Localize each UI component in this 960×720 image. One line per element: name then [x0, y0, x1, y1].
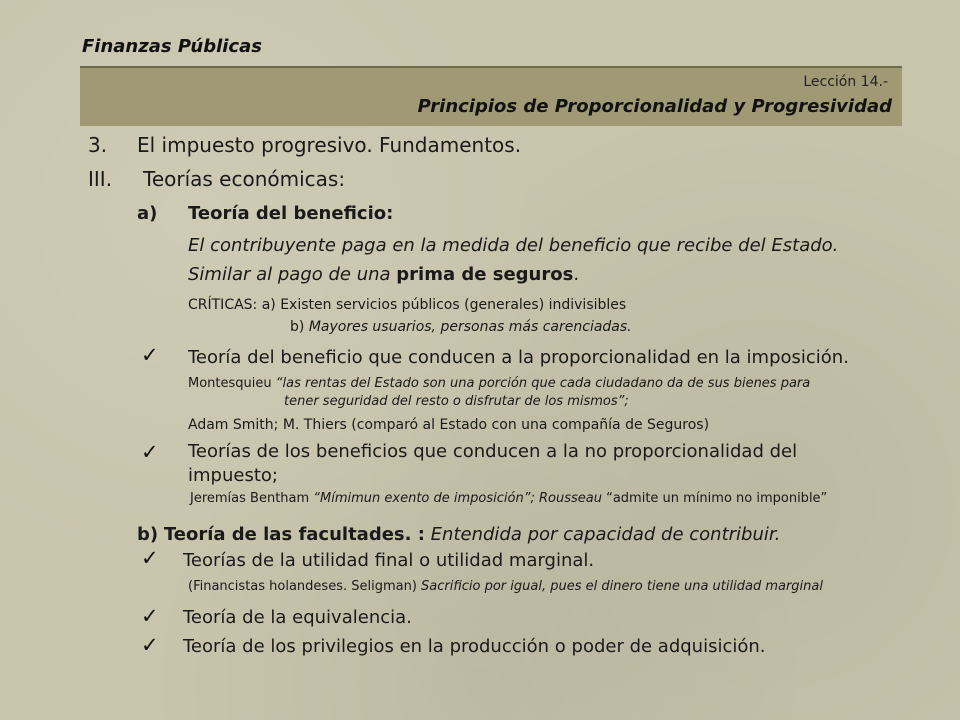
check-item-4: Teoría de la equivalencia.: [183, 607, 412, 628]
montesquieu-quote: Montesquieu “las rentas del Estado son una porción que cada ciudadano da de sus bienes para: [188, 376, 811, 391]
check-item-5: Teoría de los privilegios en la producción o poder de adquisición.: [183, 636, 766, 657]
roman-3-text: Teorías económicas:: [143, 167, 346, 191]
beneficio-line-2: Similar al pago de una prima de seguros.: [188, 264, 580, 285]
lesson-number: Lección 14.-: [803, 74, 888, 90]
montesquieu-quote-cont: tener seguridad del resto o disfrutar de los mismos”;: [284, 394, 629, 409]
check-icon: ✓: [141, 604, 159, 628]
check-icon: ✓: [141, 440, 159, 464]
financistas-note: (Financistas holandeses. Seligman) Sacrificio por igual, pues el dinero tiene una utilidad marginal: [188, 579, 823, 594]
bentham-quote: Jeremías Bentham “Mímimun exento de imposición”; Rousseau “admite un mínimo no imponible”: [190, 491, 828, 506]
check-item-2-cont: impuesto;: [188, 465, 278, 486]
lesson-banner: [80, 66, 902, 126]
smith-reference: Adam Smith; M. Thiers (comparó al Estado con una compañía de Seguros): [188, 417, 710, 433]
check-icon: ✓: [141, 546, 159, 570]
item-3-text: El impuesto progresivo. Fundamentos.: [137, 133, 522, 157]
sub-a-heading: Teoría del beneficio:: [188, 203, 394, 224]
check-icon: ✓: [141, 633, 159, 657]
beneficio-line-1: El contribuyente paga en la medida del beneficio que recibe del Estado.: [188, 235, 839, 256]
criticas-b: b) Mayores usuarios, personas más carenciadas.: [290, 319, 632, 335]
item-number-3: 3.: [88, 133, 108, 157]
roman-numeral-3: III.: [88, 167, 113, 191]
check-item-2: Teorías de los beneficios que conducen a la no proporcionalidad del: [188, 441, 798, 462]
lesson-title: Principios de Proporcionalidad y Progresividad: [417, 96, 892, 117]
check-item-1: Teoría del beneficio que conducen a la proporcionalidad en la imposición.: [188, 347, 849, 368]
course-title: Finanzas Públicas: [82, 36, 262, 57]
sub-b-heading: b) Teoría de las facultades. : Entendida por capacidad de contribuir.: [137, 524, 781, 545]
sub-a-label: a): [137, 203, 158, 224]
check-icon: ✓: [141, 343, 159, 367]
criticas-a: CRÍTICAS: a) Existen servicios públicos (generales) indivisibles: [188, 297, 627, 313]
check-item-3: Teorías de la utilidad final o utilidad marginal.: [183, 550, 595, 571]
